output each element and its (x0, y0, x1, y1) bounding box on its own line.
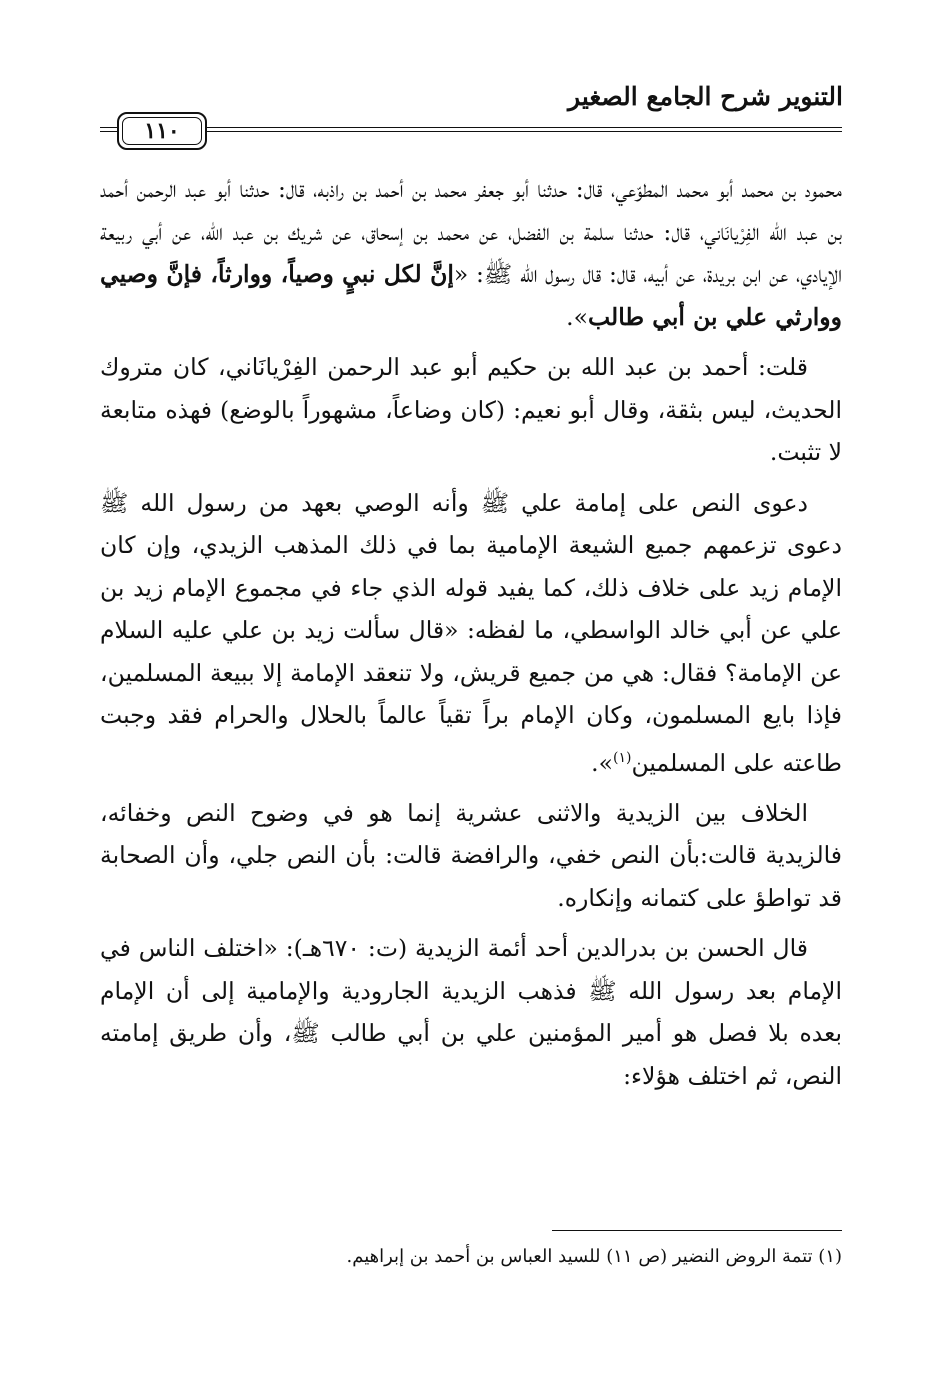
header-rule (100, 127, 842, 132)
footnote-reference[interactable]: (١) (613, 749, 632, 766)
paragraph-text: قلت: أحمد بن عبد الله بن حكيم أبو عبد الرحمن الفِرْيانَاني، كان متروك الحديث، ليس بثقة، وقال أبو نعيم: (كان وضاعاً، مشهوراً بالوضع) فهذه متابعة لا تثبت. (100, 353, 842, 466)
body-text (100, 168, 842, 1105)
paragraph-text: محمود بن محمد أبو محمد المطوّعي، قال: حدثنا أبو جعفر محمد بن أحمد بن راذبه، قال: حدثنا أبو عبد الرحمن أحمد بن عبد الله الفِرْيانَاني، قال: حدثنا سلمة بن الفضل، عن محمد بن إسحاق، عن شريك بن عبد الله، عن أبي ربيعة الإيادي، عن ابن بريدة، عن أبيه، قال: قال رسول الله ﷺ: « (100, 175, 842, 288)
paragraph-text: الخلاف بين الزيدية والاثنى عشرية إنما هو في وضوح النص وخفائه، فالزيدية قالت:بأن النص خفي، والرافضة قالت: بأن النص جلي، وأن الصحابة قد تواطؤ على كتمانه وإنكاره. (100, 798, 842, 912)
paragraph-commentary (100, 346, 842, 474)
paragraph-text: ». (591, 748, 614, 777)
paragraph-text: قال الحسن بن بدرالدين أحد أئمة الزيدية (ت: ٦٧٠هـ): «اختلف الناس في الإمام بعد رسول الله ﷺ فذهب الزيدية الجارودية والإمامية إلى أن الإمام بعده بلا فصل هو أمير المؤمنين علي بن أبي طالب ﷺ، وأن طريق إمامته النص، ثم اختلف هؤلاء: (100, 934, 842, 1090)
paragraph-nass-claim (100, 482, 842, 784)
paragraph-disagreement (100, 792, 842, 920)
paragraph-text: دعوى النص على إمامة علي ﷺ وأنه الوصي بعهد من رسول الله ﷺ دعوى تزعمهم جميع الشيعة الإمامية بما في ذلك المذهب الزيدي، وإن كان الإمام زيد على خلاف ذلك، كما يفيد قوله الذي جاء في مجموع الإمام زيد بن علي عن أبي خالد الواسطي، ما لفظه: «قال سألت زيد بن علي عليه السلام عن الإمامة؟ فقال: هي من جميع قريش، ولا تنعقد الإمامة إلا ببيعة المسلمين، فإذا بايع المسلمون، وكان الإمام براً تقياً عالماً بالحلال والحرام فقد وجبت طاعته على المسلمين (100, 488, 842, 777)
hadith-quote: إنَّ لكل نبيٍ وصياً، ووارثاً، فإنَّ وصيي ووارثي علي بن أبي طالب (100, 260, 842, 331)
paragraph-hadith (100, 168, 842, 338)
paragraph-quote-hasan (100, 927, 842, 1097)
footnote: (١) تتمة الروض النضير (ص ١١) للسيد العباس بن أحمد بن إبراهيم. (346, 1246, 842, 1267)
running-title: التنوير شرح الجامع الصغير (568, 82, 843, 111)
paragraph-text: ». (566, 302, 588, 331)
page-number: ١١٠ (117, 112, 207, 150)
footnote-separator (552, 1230, 842, 1231)
